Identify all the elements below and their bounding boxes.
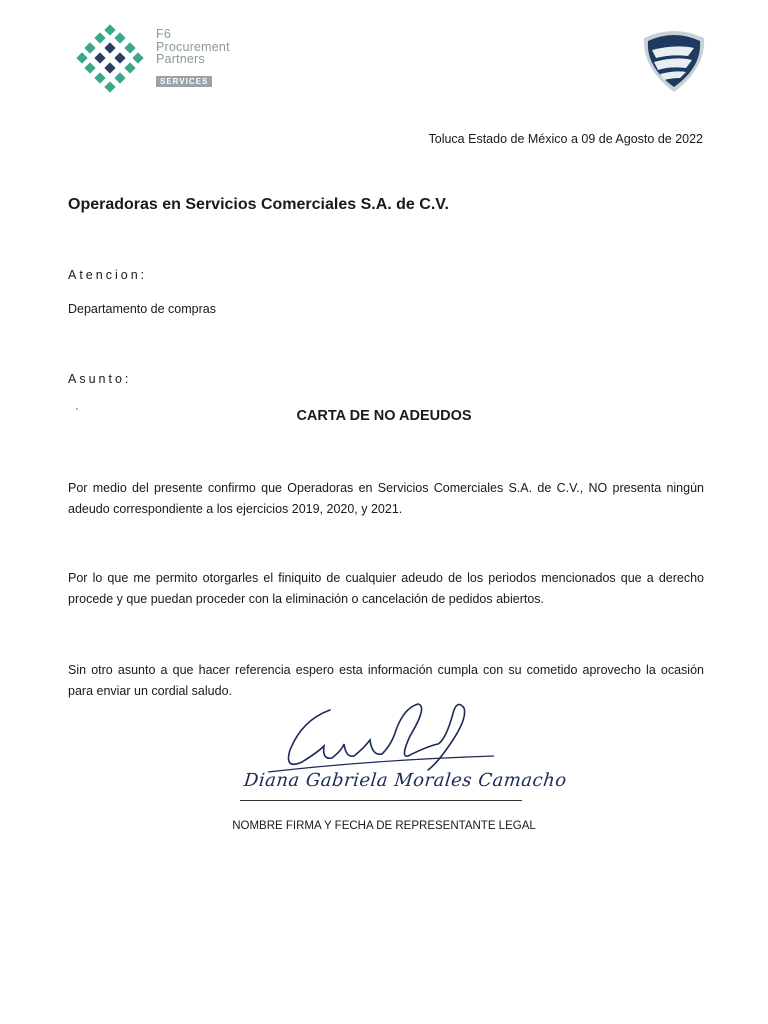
paragraph-2: Por lo que me permito otorgarles el finiquito de cualquier adeudo de los periodos mencionados que a derecho procede y que puedan proceder con la eliminación o cancelación de pedidos abiertos. (68, 571, 704, 606)
signature-caption: NOMBRE FIRMA Y FECHA DE REPRESENTANTE LEGAL (232, 820, 536, 832)
handwritten-signature (232, 700, 532, 810)
logo-wordmark (156, 28, 230, 66)
logo-line-2: Procurement (156, 39, 230, 54)
department: Departamento de compras (68, 302, 216, 316)
logo-line-3: Partners (156, 52, 205, 66)
subject-title: CARTA DE NO ADEUDOS (296, 408, 472, 424)
diamond-pattern-logo-icon (72, 24, 148, 94)
logo-line-1: F6 (156, 27, 171, 41)
signature-name: Diana Gabriela Morales Camacho (242, 770, 568, 791)
paragraph-3: Sin otro asunto a que hacer referencia espero esta información cumpla con su cometido aprovecho la ocasión para enviar un cordial saludo. (68, 663, 704, 698)
recipient-company: Operadoras en Servicios Comerciales S.A. de C.V. (68, 196, 449, 213)
subject-label: Asunto: (68, 372, 132, 386)
logo-services-badge: SERVICES (156, 76, 212, 87)
f6-procurement-logo (72, 24, 262, 94)
date-line: Toluca Estado de México a 09 de Agosto de 2022 (428, 132, 703, 146)
shield-emblem-icon (636, 26, 712, 96)
attention-label: Atencion: (68, 268, 148, 282)
paragraph-1: Por medio del presente confirmo que Operadoras en Servicios Comerciales S.A. de C.V., NO presenta ningún adeudo correspondiente a los ejercicios 2019, 2020, y 2021. (68, 481, 704, 516)
signature-line (240, 800, 522, 801)
